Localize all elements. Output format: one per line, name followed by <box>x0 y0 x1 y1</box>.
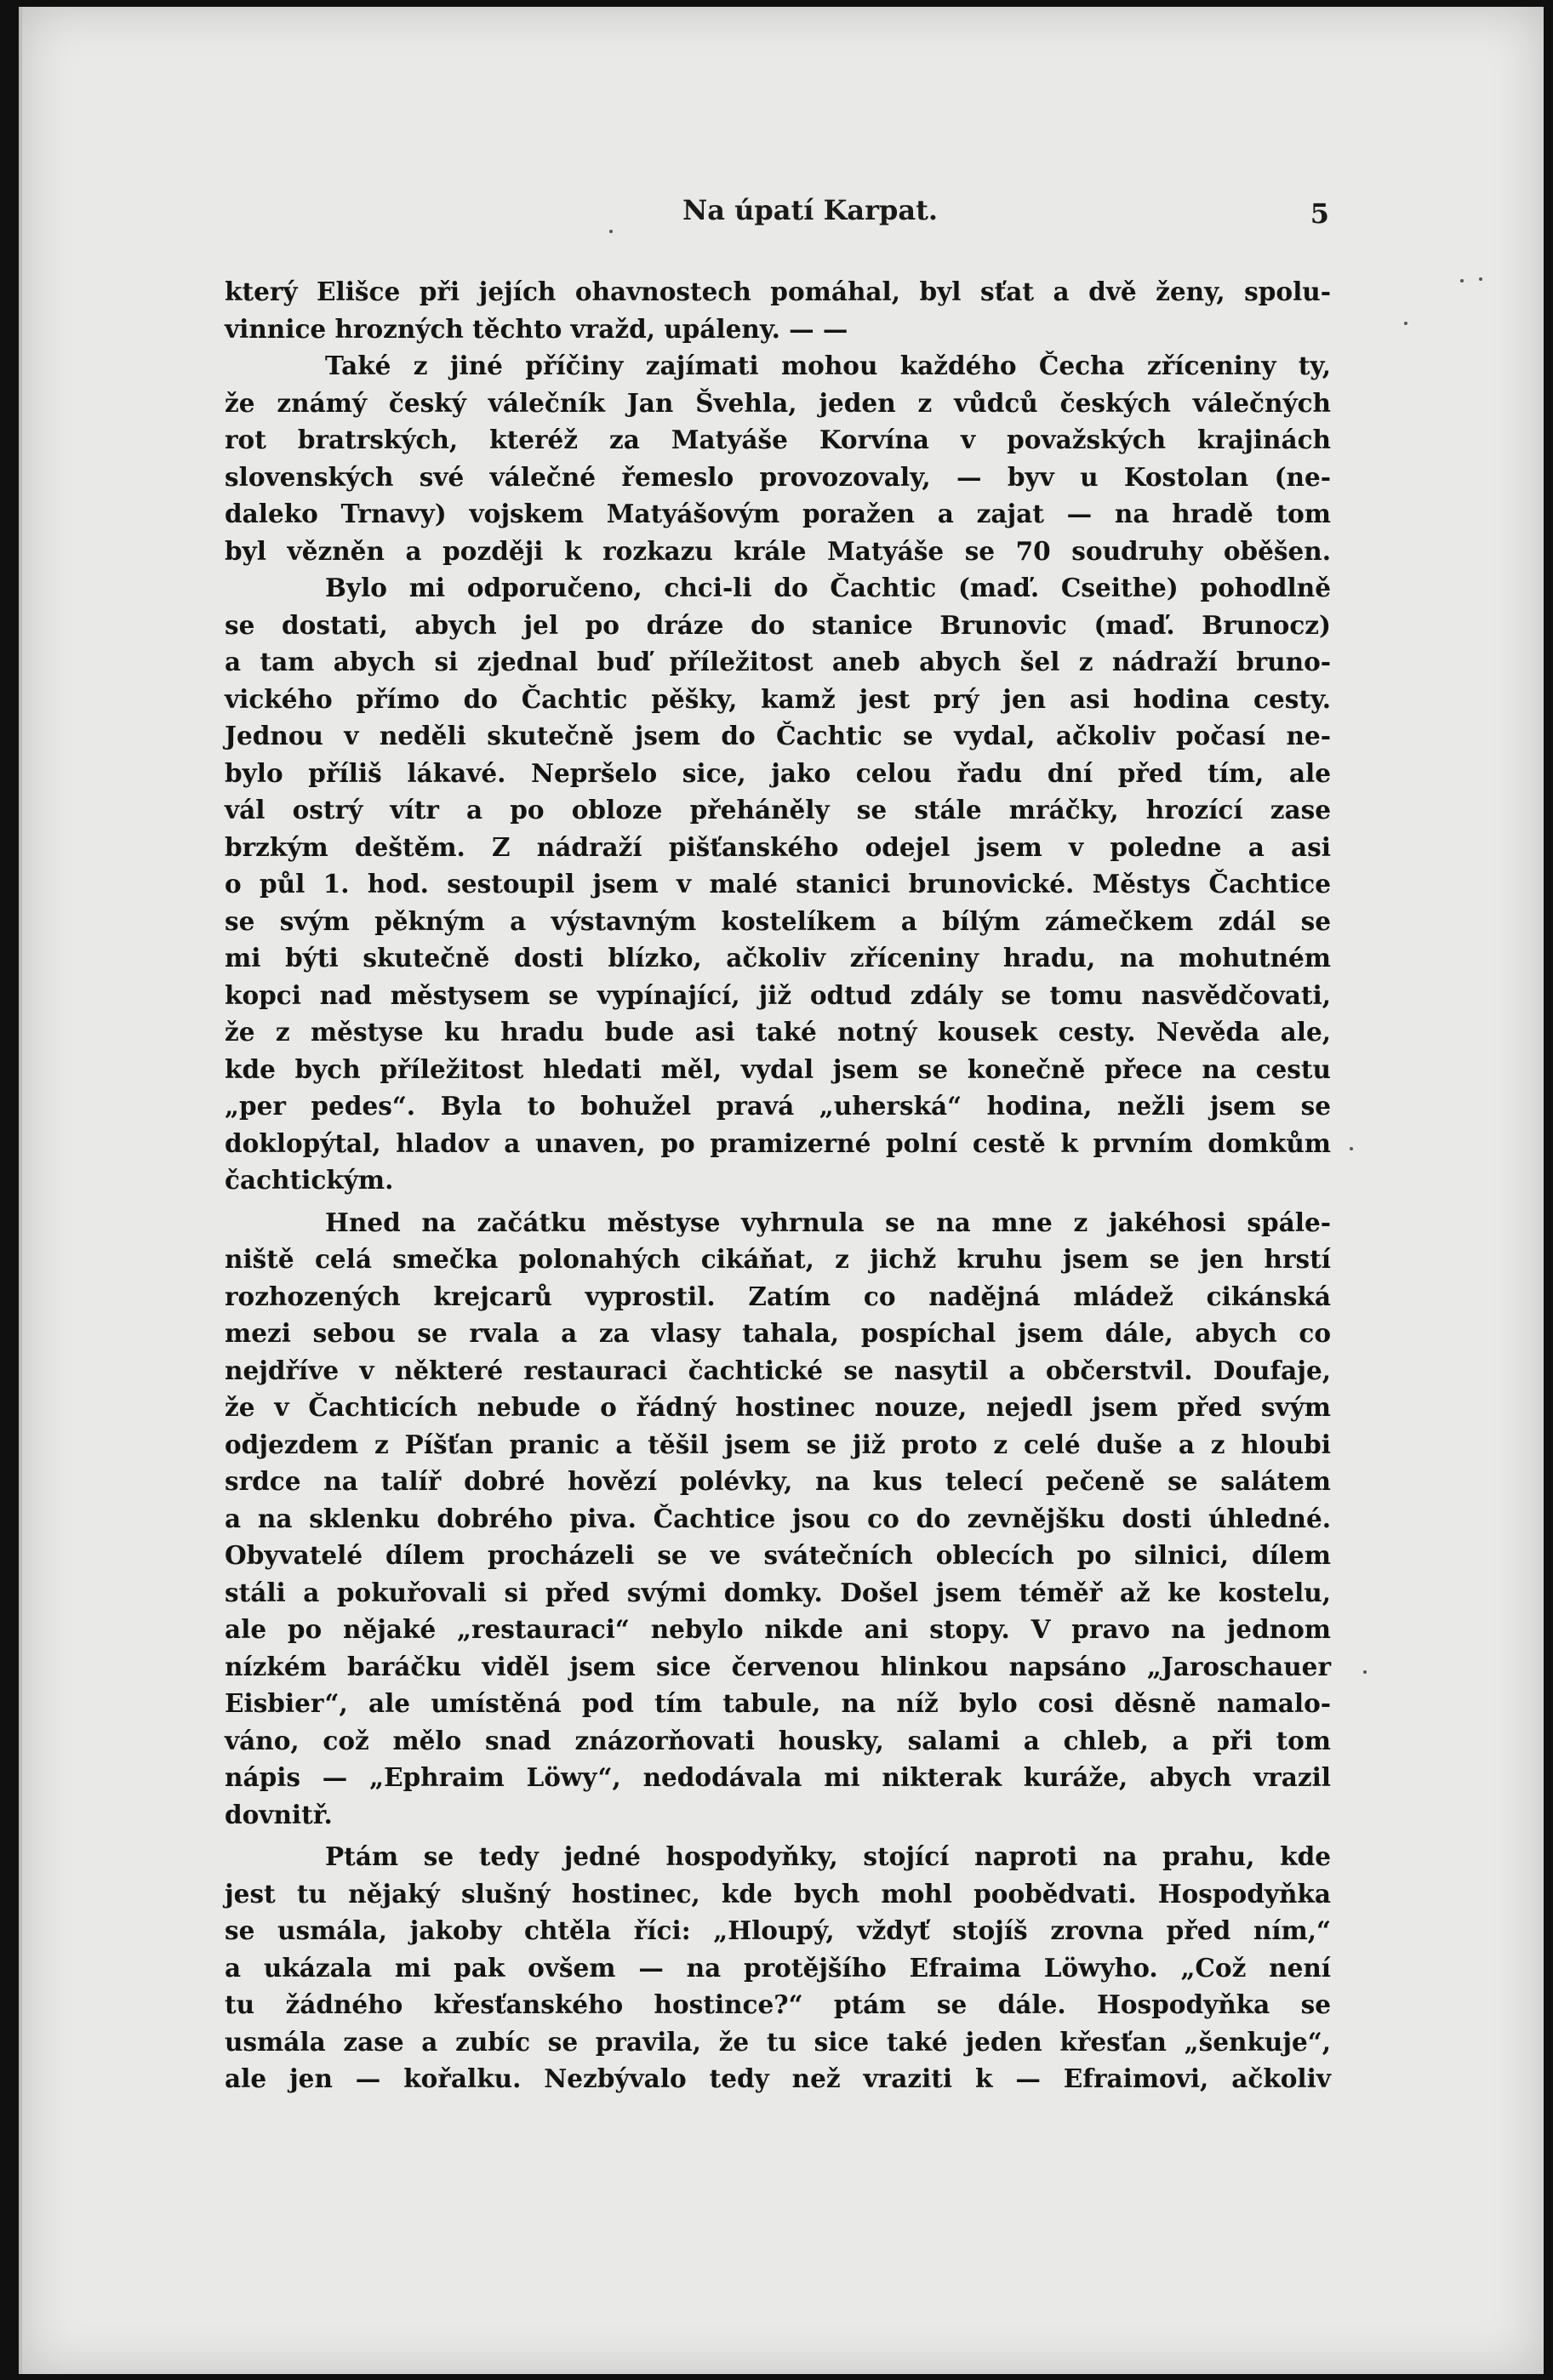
text-line: byl vězněn a později k rozkazu krále Matyáše se 70 soudruhy oběšen. <box>225 535 1331 566</box>
text-line: dovnitř. <box>225 1799 333 1829</box>
text-line: a na sklenku dobrého piva. Čachtice jsou co do zevnějšku dosti úhledné. <box>225 1503 1331 1533</box>
text-line: mi býti skutečně dosti blízko, ačkoliv zříceniny hradu, na mohutném <box>225 943 1331 973</box>
text-line: váno, což mělo snad znázorňovati housky, salami a chleb, a při tom <box>225 1725 1331 1755</box>
page-number: 5 <box>1310 197 1329 230</box>
text-line: čachtickým. <box>225 1165 394 1195</box>
text-line: usmála zase a zubíc se pravila, že tu sice také jeden křesťan „šenkuje“, <box>225 2026 1331 2057</box>
text-line: nejdříve v některé restauraci čachtické se nasytil a občerstvil. Doufaje, <box>225 1355 1331 1385</box>
text-line: niště celá smečka polonahých cikáňat, z jichž kruhu jsem se jen hrstí <box>225 1244 1331 1274</box>
text-line: ale po nějaké „restauraci“ nebylo nikde ani stopy. V pravo na jednom <box>225 1614 1331 1644</box>
text-line: bylo příliš lákavé. Nepršelo sice, jako celou řadu dní před tím, ale <box>225 757 1331 788</box>
text-line: rot bratrských, kteréž za Matyáše Korvína v považských krajinách <box>225 425 1331 454</box>
text-line: že známý český válečník Jan Švehla, jeden z vůdců českých válečných <box>225 387 1331 418</box>
text-line: Obyvatelé dílem procházeli se ve svátečních oblecích po silnici, dílem <box>225 1540 1331 1570</box>
text-line: že z městyse ku hradu bude asi také notný kousek cesty. Nevěda ale, <box>225 1017 1331 1047</box>
text-line: který Elišce při jejích ohavnostech pomáhal, byl sťat a dvě ženy, spolu- <box>225 277 1331 306</box>
paper-speck <box>1363 1670 1367 1674</box>
text-line: srdce na talíř dobré hovězí polévky, na kus telecí pečeně se salátem <box>225 1466 1331 1496</box>
text-line: stáli a pokuřovali si před svými domky. Došel jsem téměř až ke kostelu, <box>225 1577 1331 1607</box>
text-line: Eisbier“, ale umístěná pod tím tabule, na níž bylo cosi děsně namalo- <box>225 1688 1331 1718</box>
text-line: se usmála, jakoby chtěla říci: „Hloupý, vždyť stojíš zrovna před ním,“ <box>225 1915 1331 1945</box>
text-line: brzkým deštěm. Z nádraží pišťanského odejel jsem v poledne a asi <box>225 831 1331 862</box>
text-line: a ukázala mi pak ovšem — na protějšího Efraima Löwyho. „Což není <box>225 1952 1331 1983</box>
text-line: se dostati, abych jel po dráze do stanice Brunovic (maď. Brunocz) <box>225 609 1331 640</box>
text-line: vického přímo do Čachtic pěšky, kamž jest prý jen asi hodina cesty. <box>225 683 1331 714</box>
text-line: slovenských své válečné řemeslo provozovaly, — byv u Kostolan (ne- <box>225 461 1331 492</box>
text-line: a tam abych si zjednal buď příležitost aneb abych šel z nádraží bruno- <box>225 647 1331 676</box>
text-line: kopci nad městysem se vypínající, již odtud zdály se tomu nasvědčovati, <box>225 979 1331 1010</box>
body-text <box>225 273 1331 2349</box>
running-title: Na úpatí Karpat. <box>682 194 939 226</box>
text-line: rozhozených krejcarů vyprostil. Zatím co nadějná mládež cikánská <box>225 1281 1331 1311</box>
book-page <box>19 7 1544 2374</box>
page-header <box>223 194 1329 237</box>
text-line: Jednou v neděli skutečně jsem do Čachtic se vydal, ačkoliv počasí ne- <box>225 721 1331 751</box>
text-line: se svým pěkným a výstavným kostelíkem a bílým zámečkem zdál se <box>225 905 1331 936</box>
text-line: nízkém baráčku viděl jsem sice červenou hlinkou napsáno „Jaroschauer <box>225 1651 1331 1681</box>
text-line: odjezdem z Píšťan pranic a těšil jsem se již proto z celé duše a z hloubi <box>225 1429 1331 1459</box>
text-line: jest tu nějaký slušný hostinec, kde bych mohl poobědvati. Hospodyňka <box>225 1878 1331 1909</box>
text-line: vál ostrý vítr a po obloze přeháněly se stále mráčky, hrozící zase <box>225 795 1331 825</box>
paragraph-start-line: Bylo mi odporučeno, chci-li do Čachtic (maď. Cseithe) pohodlně <box>325 573 1331 602</box>
text-line: tu žádného křesťanského hostince?“ ptám se dále. Hospodyňka se <box>225 1989 1331 2019</box>
paragraph-start-line: Hned na začátku městyse vyhrnula se na mne z jakéhosi spále- <box>325 1207 1331 1237</box>
text-line: doklopýtal, hladov a unaven, po pramizerné polní cestě k prvním domkům <box>225 1127 1331 1158</box>
text-line: o půl 1. hod. sestoupil jsem v malé stanici brunovické. Městys Čachtice <box>225 869 1331 899</box>
text-line: že v Čachticích nebude o řádný hostinec nouze, nejedl jsem před svým <box>225 1392 1331 1422</box>
text-line: kde bych příležitost hledati měl, vydal jsem se konečně přece na cestu <box>225 1053 1331 1084</box>
paper-speck <box>1404 322 1407 325</box>
text-line: „per pedes“. Byla to bohužel pravá „uherská“ hodina, nežli jsem se <box>225 1091 1331 1121</box>
text-line: nápis — „Ephraim Löwy“, nedodávala mi nikterak kuráže, abych vrazil <box>225 1762 1331 1792</box>
text-line: ale jen — kořalku. Nezbývalo tedy než vraziti k — Efraimovi, ačkoliv <box>225 2063 1331 2093</box>
paragraph-start-line: Také z jiné příčiny zajímati mohou každého Čecha zříceniny ty, <box>325 351 1331 380</box>
text-line: vinnice hrozných těchto vražd, upáleny. — — <box>225 313 848 344</box>
paragraph-start-line: Ptám se tedy jedné hospodyňky, stojící naproti na prahu, kde <box>325 1841 1331 1871</box>
paper-speck <box>1460 279 1464 283</box>
paper-speck <box>1350 1147 1353 1150</box>
paper-speck <box>609 230 613 233</box>
paper-speck <box>1479 277 1482 281</box>
text-line: mezi sebou se rvala a za vlasy tahala, pospíchal jsem dále, abych co <box>225 1318 1331 1348</box>
text-line: daleko Trnavy) vojskem Matyášovým poražen a zajat — na hradě tom <box>225 499 1331 528</box>
